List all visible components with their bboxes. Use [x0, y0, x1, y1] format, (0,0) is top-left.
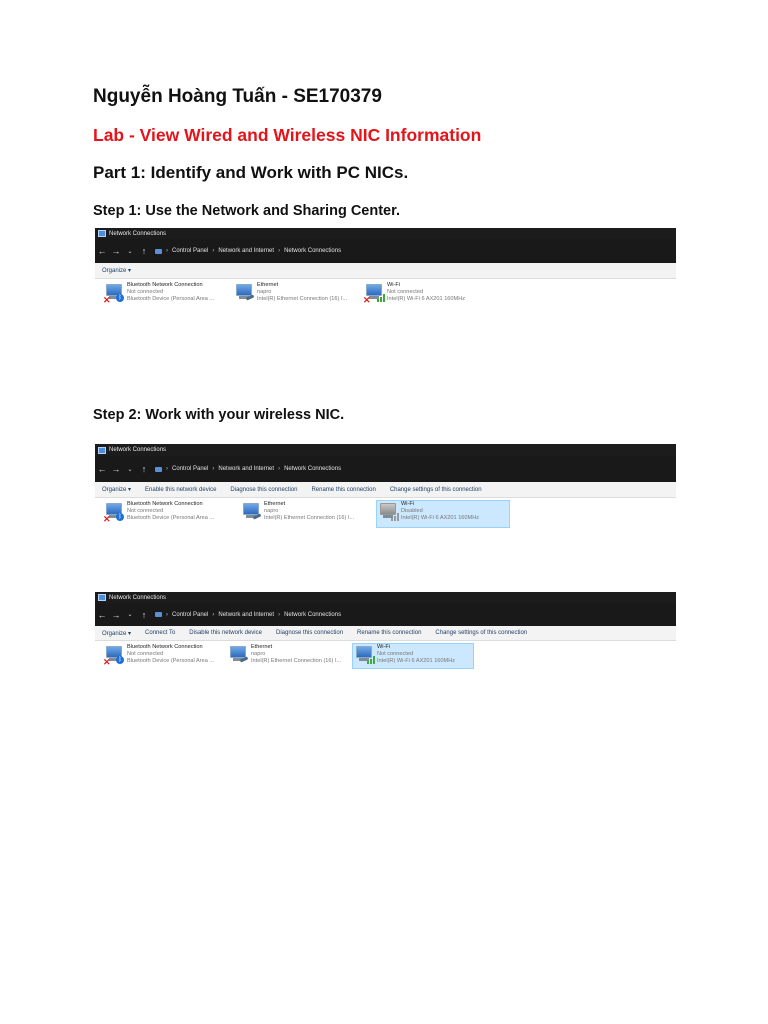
diagnose-button[interactable]: Diagnose this connection: [230, 486, 298, 493]
connection-name: Wi-Fi: [387, 282, 401, 288]
network-folder-icon: [98, 594, 106, 601]
recent-dropdown-icon[interactable]: ⌄: [127, 248, 133, 255]
connection-name: Bluetooth Network Connection: [127, 644, 203, 650]
disable-device-button[interactable]: Disable this network device: [189, 630, 262, 636]
connection-device: Intel(R) Wi-Fi 6 AX201 160MHz: [387, 296, 466, 303]
control-panel-icon: [155, 612, 162, 617]
title-bar: [95, 592, 676, 603]
bluetooth-connection-item[interactable]: [103, 282, 214, 304]
enable-device-button[interactable]: Enable this network device: [145, 486, 217, 493]
breadcrumb-network-connections[interactable]: Network Connections: [284, 611, 342, 618]
forward-arrow-icon[interactable]: →: [111, 246, 121, 256]
rename-button[interactable]: Rename this connection: [357, 630, 422, 636]
breadcrumb-control-panel[interactable]: Control Panel: [172, 611, 209, 618]
connection-name: Wi-Fi: [377, 644, 391, 650]
window-title: Network Connections: [109, 594, 167, 601]
breadcrumb-network-internet[interactable]: Network and Internet: [218, 248, 275, 254]
recent-dropdown-icon[interactable]: ⌄: [127, 466, 133, 473]
author-heading: Nguyễn Hoàng Tuấn - SE170379: [93, 86, 382, 107]
connection-device: Intel(R) Wi-Fi 6 AX201 160MHz: [401, 515, 480, 522]
network-connections-window-3: [95, 592, 676, 679]
up-arrow-icon[interactable]: ↑: [141, 464, 147, 474]
back-arrow-icon[interactable]: ←: [97, 464, 107, 474]
title-bar: [95, 228, 676, 239]
ethernet-adapter-icon: [240, 501, 262, 523]
bluetooth-adapter-icon: ✕ ᛒ: [103, 644, 125, 666]
network-connections-window-1: [95, 228, 676, 387]
connection-status: napro: [251, 651, 266, 658]
connection-status: Not connected: [127, 289, 164, 296]
connection-name: Bluetooth Network Connection: [127, 282, 203, 288]
bluetooth-connection-item[interactable]: [103, 644, 214, 666]
connection-name: Bluetooth Network Connection: [127, 501, 203, 507]
connection-device: Intel(R) Ethernet Connection (16) I...: [257, 296, 348, 303]
breadcrumb-network-internet[interactable]: Network and Internet: [218, 466, 275, 472]
forward-arrow-icon[interactable]: →: [111, 609, 121, 620]
wifi-connection-item[interactable]: [363, 282, 465, 304]
wifi-adapter-icon: [353, 644, 375, 666]
connect-to-button[interactable]: Connect To: [145, 630, 176, 636]
connection-name: Wi-Fi: [401, 501, 415, 507]
connection-device: Bluetooth Device (Personal Area ...: [127, 515, 215, 522]
ethernet-connection-item[interactable]: [240, 501, 354, 523]
rename-button[interactable]: Rename this connection: [311, 486, 376, 493]
organize-button[interactable]: Organize ▾: [102, 487, 132, 493]
connection-name: Ethernet: [257, 282, 279, 288]
breadcrumb: › Control Panel › Network and Internet › Network Connections: [155, 248, 341, 254]
bluetooth-adapter-icon: ✕ ᛒ: [103, 501, 125, 523]
connection-device: Intel(R) Ethernet Connection (16) I...: [251, 658, 342, 665]
title-bar: [95, 444, 676, 456]
breadcrumb-network-internet[interactable]: Network and Internet: [218, 611, 275, 618]
control-panel-icon: [155, 467, 162, 472]
breadcrumb-control-panel[interactable]: Control Panel: [172, 466, 209, 472]
command-bar: [95, 626, 676, 641]
ethernet-connection-item[interactable]: [233, 282, 347, 304]
command-bar: [95, 482, 676, 498]
back-arrow-icon[interactable]: ←: [97, 609, 107, 620]
control-panel-icon: [155, 249, 162, 254]
breadcrumb: › Control Panel › Network and Internet › Network Connections: [155, 612, 341, 618]
connection-device: Bluetooth Device (Personal Area ...: [127, 296, 215, 303]
connections-list: [95, 498, 676, 542]
connection-status: Not connected: [377, 651, 414, 658]
organize-button[interactable]: Organize ▾: [102, 630, 132, 637]
part1-heading: Part 1: Identify and Work with PC NICs.: [93, 163, 409, 182]
change-settings-button[interactable]: Change settings of this connection: [435, 630, 528, 636]
breadcrumb: › Control Panel › Network and Internet › Network Connections: [155, 466, 341, 472]
back-arrow-icon[interactable]: ←: [97, 246, 107, 256]
connection-status: napro: [257, 289, 272, 296]
bluetooth-adapter-icon: ✕ ᛒ: [103, 282, 125, 304]
lab-title: Lab - View Wired and Wireless NIC Information: [93, 125, 482, 145]
organize-button[interactable]: Organize ▾: [102, 268, 132, 274]
network-connections-window-2: [95, 444, 676, 542]
connection-status: Not connected: [387, 289, 424, 296]
wifi-connection-item[interactable]: [376, 500, 510, 528]
address-bar: [95, 603, 676, 626]
recent-dropdown-icon[interactable]: ⌄: [127, 612, 133, 618]
up-arrow-icon[interactable]: ↑: [141, 246, 147, 256]
step2-heading: Step 2: Work with your wireless NIC.: [93, 407, 345, 423]
ethernet-adapter-icon: [227, 644, 249, 666]
breadcrumb-network-connections[interactable]: Network Connections: [284, 466, 342, 472]
diagnose-button[interactable]: Diagnose this connection: [275, 630, 344, 636]
bluetooth-connection-item[interactable]: [103, 501, 214, 523]
wifi-adapter-icon: ✕: [363, 282, 385, 304]
connection-status: Not connected: [127, 508, 164, 515]
network-folder-icon: [98, 447, 106, 454]
connections-list: [95, 641, 676, 679]
wifi-adapter-icon: [377, 501, 399, 523]
address-bar: [95, 456, 676, 482]
connections-list: [95, 279, 676, 387]
breadcrumb-control-panel[interactable]: Control Panel: [172, 248, 209, 254]
connection-device: Intel(R) Wi-Fi 6 AX201 160MHz: [377, 658, 456, 665]
connection-status: napro: [264, 508, 279, 515]
ethernet-connection-item[interactable]: [227, 644, 341, 666]
network-folder-icon: [98, 230, 106, 237]
connection-status: Not connected: [127, 651, 164, 658]
forward-arrow-icon[interactable]: →: [111, 464, 121, 474]
connection-device: Intel(R) Ethernet Connection (16) I...: [264, 515, 355, 522]
window-title: Network Connections: [109, 230, 167, 237]
breadcrumb-network-connections[interactable]: Network Connections: [284, 248, 342, 254]
connection-name: Ethernet: [264, 501, 286, 507]
change-settings-button[interactable]: Change settings of this connection: [389, 486, 482, 493]
connection-status: Disabled: [401, 508, 423, 515]
connection-device: Bluetooth Device (Personal Area ...: [127, 658, 215, 665]
ethernet-adapter-icon: [233, 282, 255, 304]
window-title: Network Connections: [109, 447, 167, 453]
step1-heading: Step 1: Use the Network and Sharing Center.: [93, 203, 400, 219]
address-bar: [95, 239, 676, 263]
up-arrow-icon[interactable]: ↑: [141, 609, 147, 620]
wifi-connection-item[interactable]: [352, 643, 474, 669]
connection-name: Ethernet: [251, 644, 273, 650]
command-bar: [95, 263, 676, 279]
